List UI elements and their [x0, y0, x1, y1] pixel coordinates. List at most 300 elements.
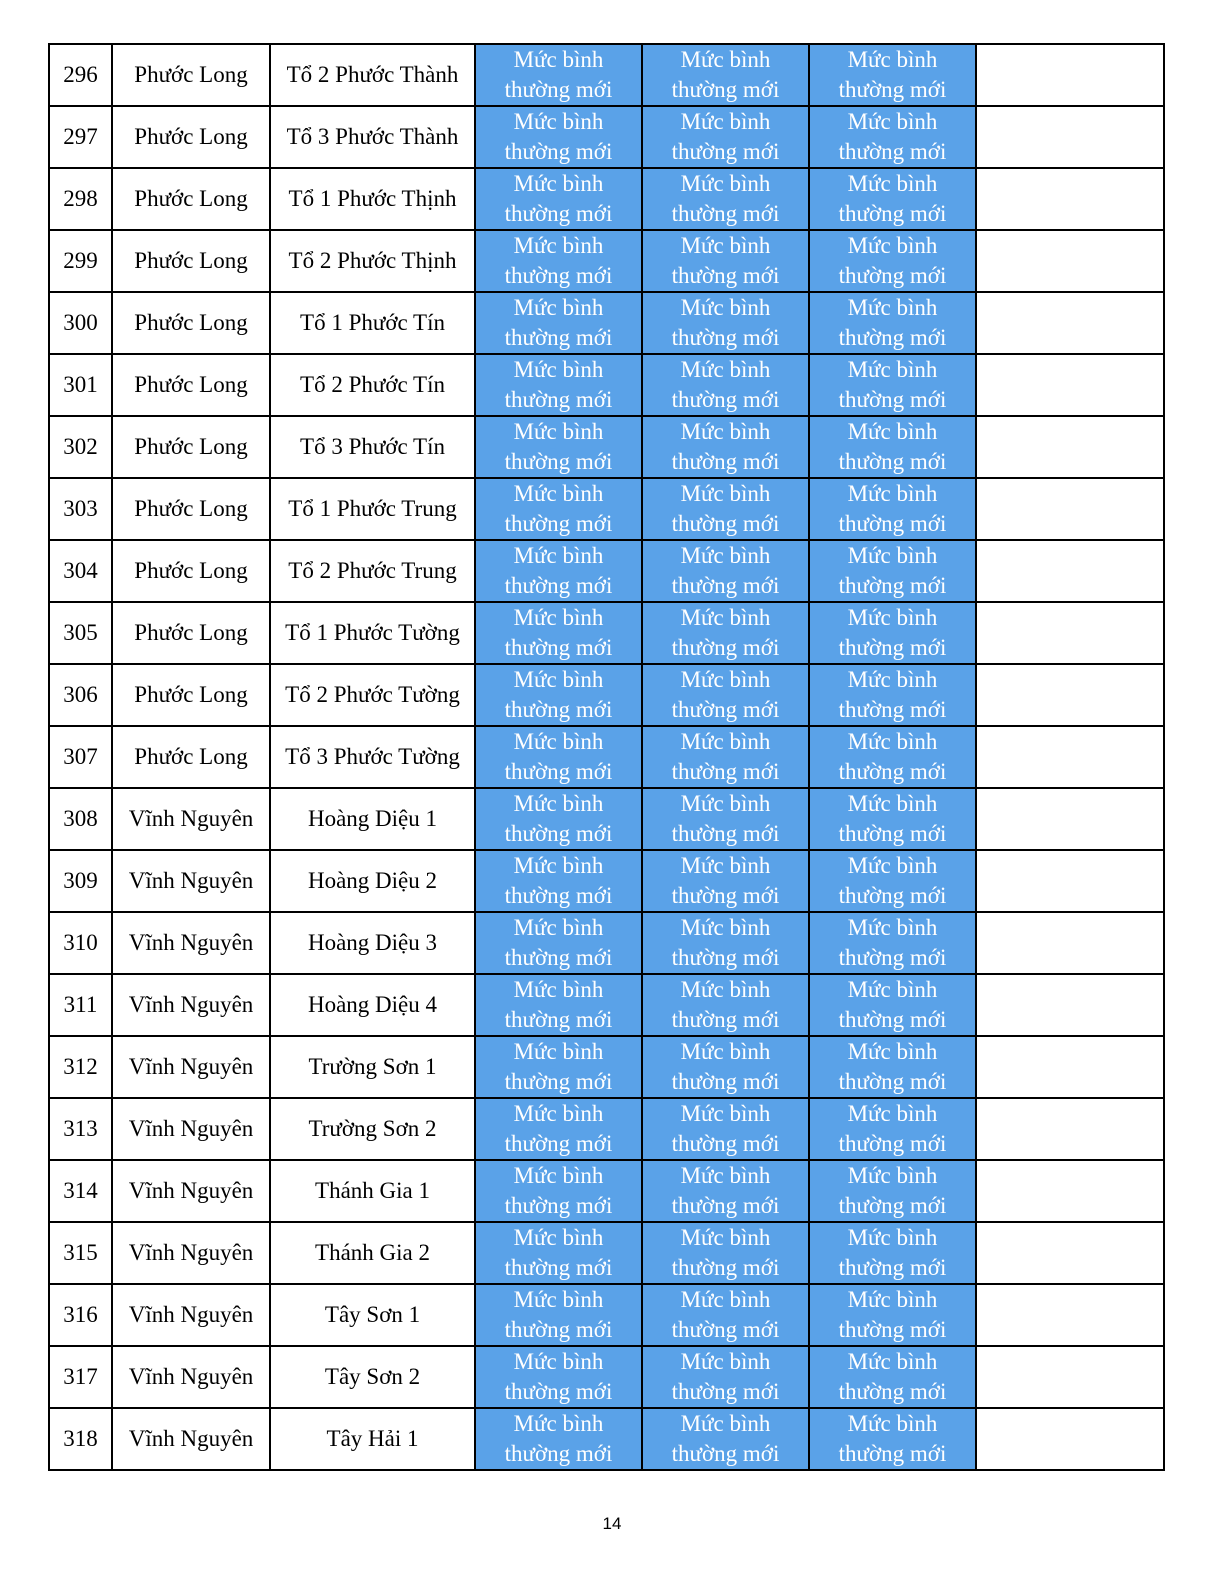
notes-cell — [976, 416, 1164, 478]
level-cell — [809, 168, 976, 230]
row-number: 308 — [49, 788, 112, 850]
level-label-line1: Mức bình — [513, 295, 604, 320]
table-row — [49, 292, 1164, 354]
row-number: 296 — [49, 44, 112, 106]
level-label-line2: thường mới — [838, 759, 947, 784]
table-row — [49, 1222, 1164, 1284]
notes-cell — [976, 974, 1164, 1036]
table-row — [49, 788, 1164, 850]
table-row — [49, 416, 1164, 478]
level-label-line2: thường mới — [838, 821, 947, 846]
group-name: Hoàng Diệu 1 — [270, 788, 475, 850]
group-name: Trường Sơn 2 — [270, 1098, 475, 1160]
level-cell — [809, 850, 976, 912]
level-label-line1: Mức bình — [680, 357, 771, 382]
level-cell — [809, 912, 976, 974]
level-label-line2: thường mới — [838, 263, 947, 288]
level-cell — [475, 726, 642, 788]
level-cell — [809, 1408, 976, 1470]
level-label-line1: Mức bình — [680, 1163, 771, 1188]
level-cell — [642, 416, 809, 478]
level-label-line1: Mức bình — [513, 729, 604, 754]
ward-name: Vĩnh Nguyên — [112, 1346, 270, 1408]
notes-cell — [976, 1408, 1164, 1470]
ward-name: Phước Long — [112, 292, 270, 354]
row-number: 303 — [49, 478, 112, 540]
level-cell — [642, 1036, 809, 1098]
level-label-line1: Mức bình — [680, 915, 771, 940]
level-cell — [475, 106, 642, 168]
level-label-line1: Mức bình — [513, 171, 604, 196]
row-number: 302 — [49, 416, 112, 478]
group-name: Tổ 1 Phước Tín — [270, 292, 475, 354]
level-cell — [642, 1346, 809, 1408]
notes-cell — [976, 726, 1164, 788]
level-label-line1: Mức bình — [847, 233, 938, 258]
level-cell — [809, 664, 976, 726]
level-cell — [475, 1408, 642, 1470]
level-label-line2: thường mới — [671, 1069, 780, 1094]
group-name: Tổ 2 Phước Tường — [270, 664, 475, 726]
ward-name: Phước Long — [112, 106, 270, 168]
level-cell — [475, 478, 642, 540]
level-label-line1: Mức bình — [680, 1225, 771, 1250]
group-name: Thánh Gia 2 — [270, 1222, 475, 1284]
level-label-line1: Mức bình — [680, 481, 771, 506]
row-number: 306 — [49, 664, 112, 726]
level-label-line1: Mức bình — [680, 1411, 771, 1436]
ward-name: Vĩnh Nguyên — [112, 850, 270, 912]
level-label-line2: thường mới — [838, 883, 947, 908]
row-number: 315 — [49, 1222, 112, 1284]
group-name: Hoàng Diệu 4 — [270, 974, 475, 1036]
level-cell — [809, 1346, 976, 1408]
level-cell — [642, 292, 809, 354]
level-label-line1: Mức bình — [847, 419, 938, 444]
level-label-line2: thường mới — [504, 1317, 613, 1342]
row-number: 317 — [49, 1346, 112, 1408]
level-cell — [809, 416, 976, 478]
table-row — [49, 44, 1164, 106]
level-cell — [809, 354, 976, 416]
level-label-line2: thường mới — [838, 1317, 947, 1342]
ward-name: Vĩnh Nguyên — [112, 1098, 270, 1160]
level-label-line1: Mức bình — [847, 791, 938, 816]
table-row — [49, 726, 1164, 788]
table-row — [49, 602, 1164, 664]
level-label-line1: Mức bình — [513, 1163, 604, 1188]
level-label-line2: thường mới — [838, 511, 947, 536]
notes-cell — [976, 292, 1164, 354]
table-row — [49, 912, 1164, 974]
group-name: Tổ 3 Phước Tường — [270, 726, 475, 788]
level-cell — [642, 726, 809, 788]
level-label-line1: Mức bình — [680, 233, 771, 258]
level-label-line2: thường mới — [504, 573, 613, 598]
notes-cell — [976, 1284, 1164, 1346]
level-label-line2: thường mới — [504, 635, 613, 660]
level-label-line1: Mức bình — [513, 233, 604, 258]
level-label-line1: Mức bình — [847, 295, 938, 320]
level-label-line2: thường mới — [671, 387, 780, 412]
level-label-line2: thường mới — [838, 139, 947, 164]
level-cell — [642, 1222, 809, 1284]
group-name: Tây Sơn 1 — [270, 1284, 475, 1346]
level-label-line2: thường mới — [504, 1007, 613, 1032]
group-name: Tổ 1 Phước Tường — [270, 602, 475, 664]
level-label-line2: thường mới — [504, 511, 613, 536]
ward-name: Phước Long — [112, 354, 270, 416]
level-label-line2: thường mới — [504, 1069, 613, 1094]
level-label-line1: Mức bình — [847, 1163, 938, 1188]
ward-name: Phước Long — [112, 726, 270, 788]
level-label-line2: thường mới — [671, 759, 780, 784]
row-number: 314 — [49, 1160, 112, 1222]
ward-name: Phước Long — [112, 416, 270, 478]
level-label-line2: thường mới — [838, 1007, 947, 1032]
level-cell — [475, 292, 642, 354]
level-label-line1: Mức bình — [513, 853, 604, 878]
table-row — [49, 1160, 1164, 1222]
level-cell — [809, 478, 976, 540]
level-label-line2: thường mới — [838, 325, 947, 350]
level-cell — [642, 44, 809, 106]
notes-cell — [976, 664, 1164, 726]
group-name: Hoàng Diệu 3 — [270, 912, 475, 974]
page-number: 14 — [602, 1514, 622, 1533]
ward-name: Phước Long — [112, 230, 270, 292]
level-cell — [809, 974, 976, 1036]
row-number: 310 — [49, 912, 112, 974]
level-cell — [475, 788, 642, 850]
notes-cell — [976, 1346, 1164, 1408]
level-cell — [809, 726, 976, 788]
level-label-line1: Mức bình — [847, 109, 938, 134]
level-label-line2: thường mới — [671, 1193, 780, 1218]
level-cell — [475, 540, 642, 602]
level-label-line1: Mức bình — [680, 667, 771, 692]
level-label-line1: Mức bình — [513, 977, 604, 1002]
group-name: Tổ 1 Phước Thịnh — [270, 168, 475, 230]
level-label-line2: thường mới — [671, 821, 780, 846]
level-cell — [642, 1098, 809, 1160]
level-label-line1: Mức bình — [680, 109, 771, 134]
row-number: 305 — [49, 602, 112, 664]
row-number: 307 — [49, 726, 112, 788]
notes-cell — [976, 1222, 1164, 1284]
table-row — [49, 974, 1164, 1036]
level-label-line2: thường mới — [838, 449, 947, 474]
level-label-line1: Mức bình — [847, 1039, 938, 1064]
level-cell — [809, 1098, 976, 1160]
level-label-line1: Mức bình — [513, 47, 604, 72]
table-row — [49, 1408, 1164, 1470]
ward-name: Phước Long — [112, 44, 270, 106]
notes-cell — [976, 1036, 1164, 1098]
table-row — [49, 1036, 1164, 1098]
level-cell — [475, 602, 642, 664]
level-cell — [642, 1408, 809, 1470]
level-label-line2: thường mới — [671, 1317, 780, 1342]
level-label-line2: thường mới — [838, 387, 947, 412]
ward-name: Vĩnh Nguyên — [112, 1408, 270, 1470]
ward-name: Vĩnh Nguyên — [112, 912, 270, 974]
level-cell — [642, 602, 809, 664]
level-cell — [642, 974, 809, 1036]
level-cell — [809, 1284, 976, 1346]
level-label-line2: thường mới — [504, 883, 613, 908]
alert-level-table — [48, 43, 1165, 1471]
level-label-line1: Mức bình — [680, 419, 771, 444]
row-number: 313 — [49, 1098, 112, 1160]
level-label-line2: thường mới — [671, 263, 780, 288]
level-label-line1: Mức bình — [513, 419, 604, 444]
group-name: Hoàng Diệu 2 — [270, 850, 475, 912]
row-number: 309 — [49, 850, 112, 912]
table-row — [49, 478, 1164, 540]
level-label-line1: Mức bình — [847, 171, 938, 196]
level-cell — [809, 292, 976, 354]
group-name: Trường Sơn 1 — [270, 1036, 475, 1098]
level-cell — [475, 1222, 642, 1284]
level-cell — [809, 1160, 976, 1222]
level-label-line2: thường mới — [838, 1379, 947, 1404]
level-cell — [475, 44, 642, 106]
table-row — [49, 1284, 1164, 1346]
group-name: Tổ 3 Phước Tín — [270, 416, 475, 478]
notes-cell — [976, 230, 1164, 292]
level-cell — [475, 230, 642, 292]
level-cell — [475, 1098, 642, 1160]
level-label-line2: thường mới — [838, 945, 947, 970]
level-cell — [475, 168, 642, 230]
level-label-line1: Mức bình — [513, 791, 604, 816]
level-label-line1: Mức bình — [680, 1349, 771, 1374]
row-number: 299 — [49, 230, 112, 292]
ward-name: Vĩnh Nguyên — [112, 1036, 270, 1098]
level-cell — [809, 540, 976, 602]
level-cell — [642, 230, 809, 292]
level-label-line2: thường mới — [504, 697, 613, 722]
table-row — [49, 354, 1164, 416]
notes-cell — [976, 850, 1164, 912]
row-number: 318 — [49, 1408, 112, 1470]
level-cell — [809, 1036, 976, 1098]
level-label-line1: Mức bình — [680, 543, 771, 568]
level-label-line1: Mức bình — [513, 605, 604, 630]
level-cell — [809, 44, 976, 106]
level-label-line2: thường mới — [504, 821, 613, 846]
level-cell — [475, 664, 642, 726]
table-row — [49, 540, 1164, 602]
level-label-line1: Mức bình — [847, 47, 938, 72]
level-label-line2: thường mới — [504, 201, 613, 226]
level-label-line2: thường mới — [504, 387, 613, 412]
level-label-line1: Mức bình — [680, 1287, 771, 1312]
level-label-line2: thường mới — [671, 511, 780, 536]
level-label-line1: Mức bình — [847, 481, 938, 506]
level-label-line2: thường mới — [671, 449, 780, 474]
ward-name: Phước Long — [112, 664, 270, 726]
ward-name: Vĩnh Nguyên — [112, 1160, 270, 1222]
row-number: 301 — [49, 354, 112, 416]
notes-cell — [976, 1160, 1164, 1222]
level-label-line2: thường mới — [504, 1255, 613, 1280]
level-cell — [642, 540, 809, 602]
level-label-line2: thường mới — [838, 1069, 947, 1094]
ward-name: Phước Long — [112, 602, 270, 664]
level-label-line1: Mức bình — [513, 915, 604, 940]
group-name: Tổ 2 Phước Thành — [270, 44, 475, 106]
level-label-line2: thường mới — [838, 1441, 947, 1466]
level-cell — [809, 788, 976, 850]
level-label-line1: Mức bình — [680, 47, 771, 72]
table-row — [49, 664, 1164, 726]
level-label-line2: thường mới — [671, 1131, 780, 1156]
level-label-line2: thường mới — [671, 325, 780, 350]
level-label-line1: Mức bình — [680, 605, 771, 630]
level-label-line2: thường mới — [671, 697, 780, 722]
notes-cell — [976, 168, 1164, 230]
notes-cell — [976, 540, 1164, 602]
level-label-line1: Mức bình — [513, 357, 604, 382]
level-label-line1: Mức bình — [847, 1101, 938, 1126]
notes-cell — [976, 602, 1164, 664]
notes-cell — [976, 1098, 1164, 1160]
level-label-line1: Mức bình — [847, 1349, 938, 1374]
level-label-line2: thường mới — [838, 573, 947, 598]
row-number: 312 — [49, 1036, 112, 1098]
level-label-line2: thường mới — [671, 1379, 780, 1404]
level-label-line1: Mức bình — [513, 1349, 604, 1374]
group-name: Tây Hải 1 — [270, 1408, 475, 1470]
level-cell — [642, 168, 809, 230]
notes-cell — [976, 912, 1164, 974]
ward-name: Vĩnh Nguyên — [112, 1284, 270, 1346]
level-label-line2: thường mới — [671, 883, 780, 908]
level-label-line1: Mức bình — [847, 357, 938, 382]
level-label-line2: thường mới — [504, 139, 613, 164]
level-label-line1: Mức bình — [680, 977, 771, 1002]
group-name: Tổ 3 Phước Thành — [270, 106, 475, 168]
level-label-line2: thường mới — [504, 263, 613, 288]
level-label-line2: thường mới — [838, 1255, 947, 1280]
level-label-line1: Mức bình — [847, 1411, 938, 1436]
level-label-line1: Mức bình — [513, 543, 604, 568]
level-label-line1: Mức bình — [680, 729, 771, 754]
level-label-line2: thường mới — [504, 325, 613, 350]
notes-cell — [976, 106, 1164, 168]
level-cell — [642, 106, 809, 168]
level-label-line2: thường mới — [838, 201, 947, 226]
level-cell — [642, 1284, 809, 1346]
level-label-line1: Mức bình — [513, 667, 604, 692]
group-name: Tổ 1 Phước Trung — [270, 478, 475, 540]
level-cell — [475, 1284, 642, 1346]
notes-cell — [976, 788, 1164, 850]
level-label-line1: Mức bình — [847, 915, 938, 940]
level-label-line1: Mức bình — [513, 1039, 604, 1064]
group-name: Tổ 2 Phước Tín — [270, 354, 475, 416]
level-label-line1: Mức bình — [680, 853, 771, 878]
level-label-line2: thường mới — [671, 945, 780, 970]
level-cell — [642, 850, 809, 912]
group-name: Tổ 2 Phước Thịnh — [270, 230, 475, 292]
level-label-line1: Mức bình — [513, 1411, 604, 1436]
level-label-line1: Mức bình — [847, 977, 938, 1002]
level-label-line2: thường mới — [504, 1193, 613, 1218]
level-label-line1: Mức bình — [513, 481, 604, 506]
level-label-line1: Mức bình — [513, 1225, 604, 1250]
level-label-line1: Mức bình — [680, 295, 771, 320]
level-label-line1: Mức bình — [847, 1287, 938, 1312]
level-cell — [475, 416, 642, 478]
level-cell — [475, 354, 642, 416]
level-label-line2: thường mới — [838, 77, 947, 102]
level-label-line1: Mức bình — [847, 853, 938, 878]
row-number: 304 — [49, 540, 112, 602]
table-row — [49, 850, 1164, 912]
level-cell — [642, 354, 809, 416]
level-label-line1: Mức bình — [847, 543, 938, 568]
level-cell — [642, 478, 809, 540]
level-label-line1: Mức bình — [847, 605, 938, 630]
group-name: Tổ 2 Phước Trung — [270, 540, 475, 602]
level-cell — [642, 1160, 809, 1222]
level-label-line2: thường mới — [671, 1255, 780, 1280]
level-label-line2: thường mới — [671, 1441, 780, 1466]
level-label-line1: Mức bình — [680, 1039, 771, 1064]
level-cell — [809, 602, 976, 664]
level-label-line1: Mức bình — [680, 791, 771, 816]
level-label-line1: Mức bình — [513, 109, 604, 134]
level-label-line2: thường mới — [838, 1131, 947, 1156]
table-row — [49, 168, 1164, 230]
level-cell — [642, 912, 809, 974]
level-cell — [809, 106, 976, 168]
level-label-line2: thường mới — [504, 759, 613, 784]
level-label-line2: thường mới — [671, 201, 780, 226]
row-number: 298 — [49, 168, 112, 230]
table-row — [49, 1346, 1164, 1408]
row-number: 311 — [49, 974, 112, 1036]
level-label-line1: Mức bình — [847, 729, 938, 754]
table-row — [49, 1098, 1164, 1160]
table-row — [49, 106, 1164, 168]
level-cell — [475, 850, 642, 912]
group-name: Thánh Gia 1 — [270, 1160, 475, 1222]
ward-name: Vĩnh Nguyên — [112, 788, 270, 850]
ward-name: Phước Long — [112, 168, 270, 230]
ward-name: Vĩnh Nguyên — [112, 974, 270, 1036]
notes-cell — [976, 478, 1164, 540]
level-label-line2: thường mới — [504, 449, 613, 474]
notes-cell — [976, 44, 1164, 106]
ward-name: Phước Long — [112, 478, 270, 540]
level-label-line1: Mức bình — [680, 1101, 771, 1126]
level-label-line2: thường mới — [671, 1007, 780, 1032]
ward-name: Vĩnh Nguyên — [112, 1222, 270, 1284]
level-cell — [475, 974, 642, 1036]
level-label-line2: thường mới — [671, 139, 780, 164]
row-number: 297 — [49, 106, 112, 168]
level-label-line1: Mức bình — [680, 171, 771, 196]
level-cell — [642, 788, 809, 850]
level-label-line2: thường mới — [671, 573, 780, 598]
level-cell — [642, 664, 809, 726]
level-label-line1: Mức bình — [513, 1287, 604, 1312]
level-label-line1: Mức bình — [847, 1225, 938, 1250]
